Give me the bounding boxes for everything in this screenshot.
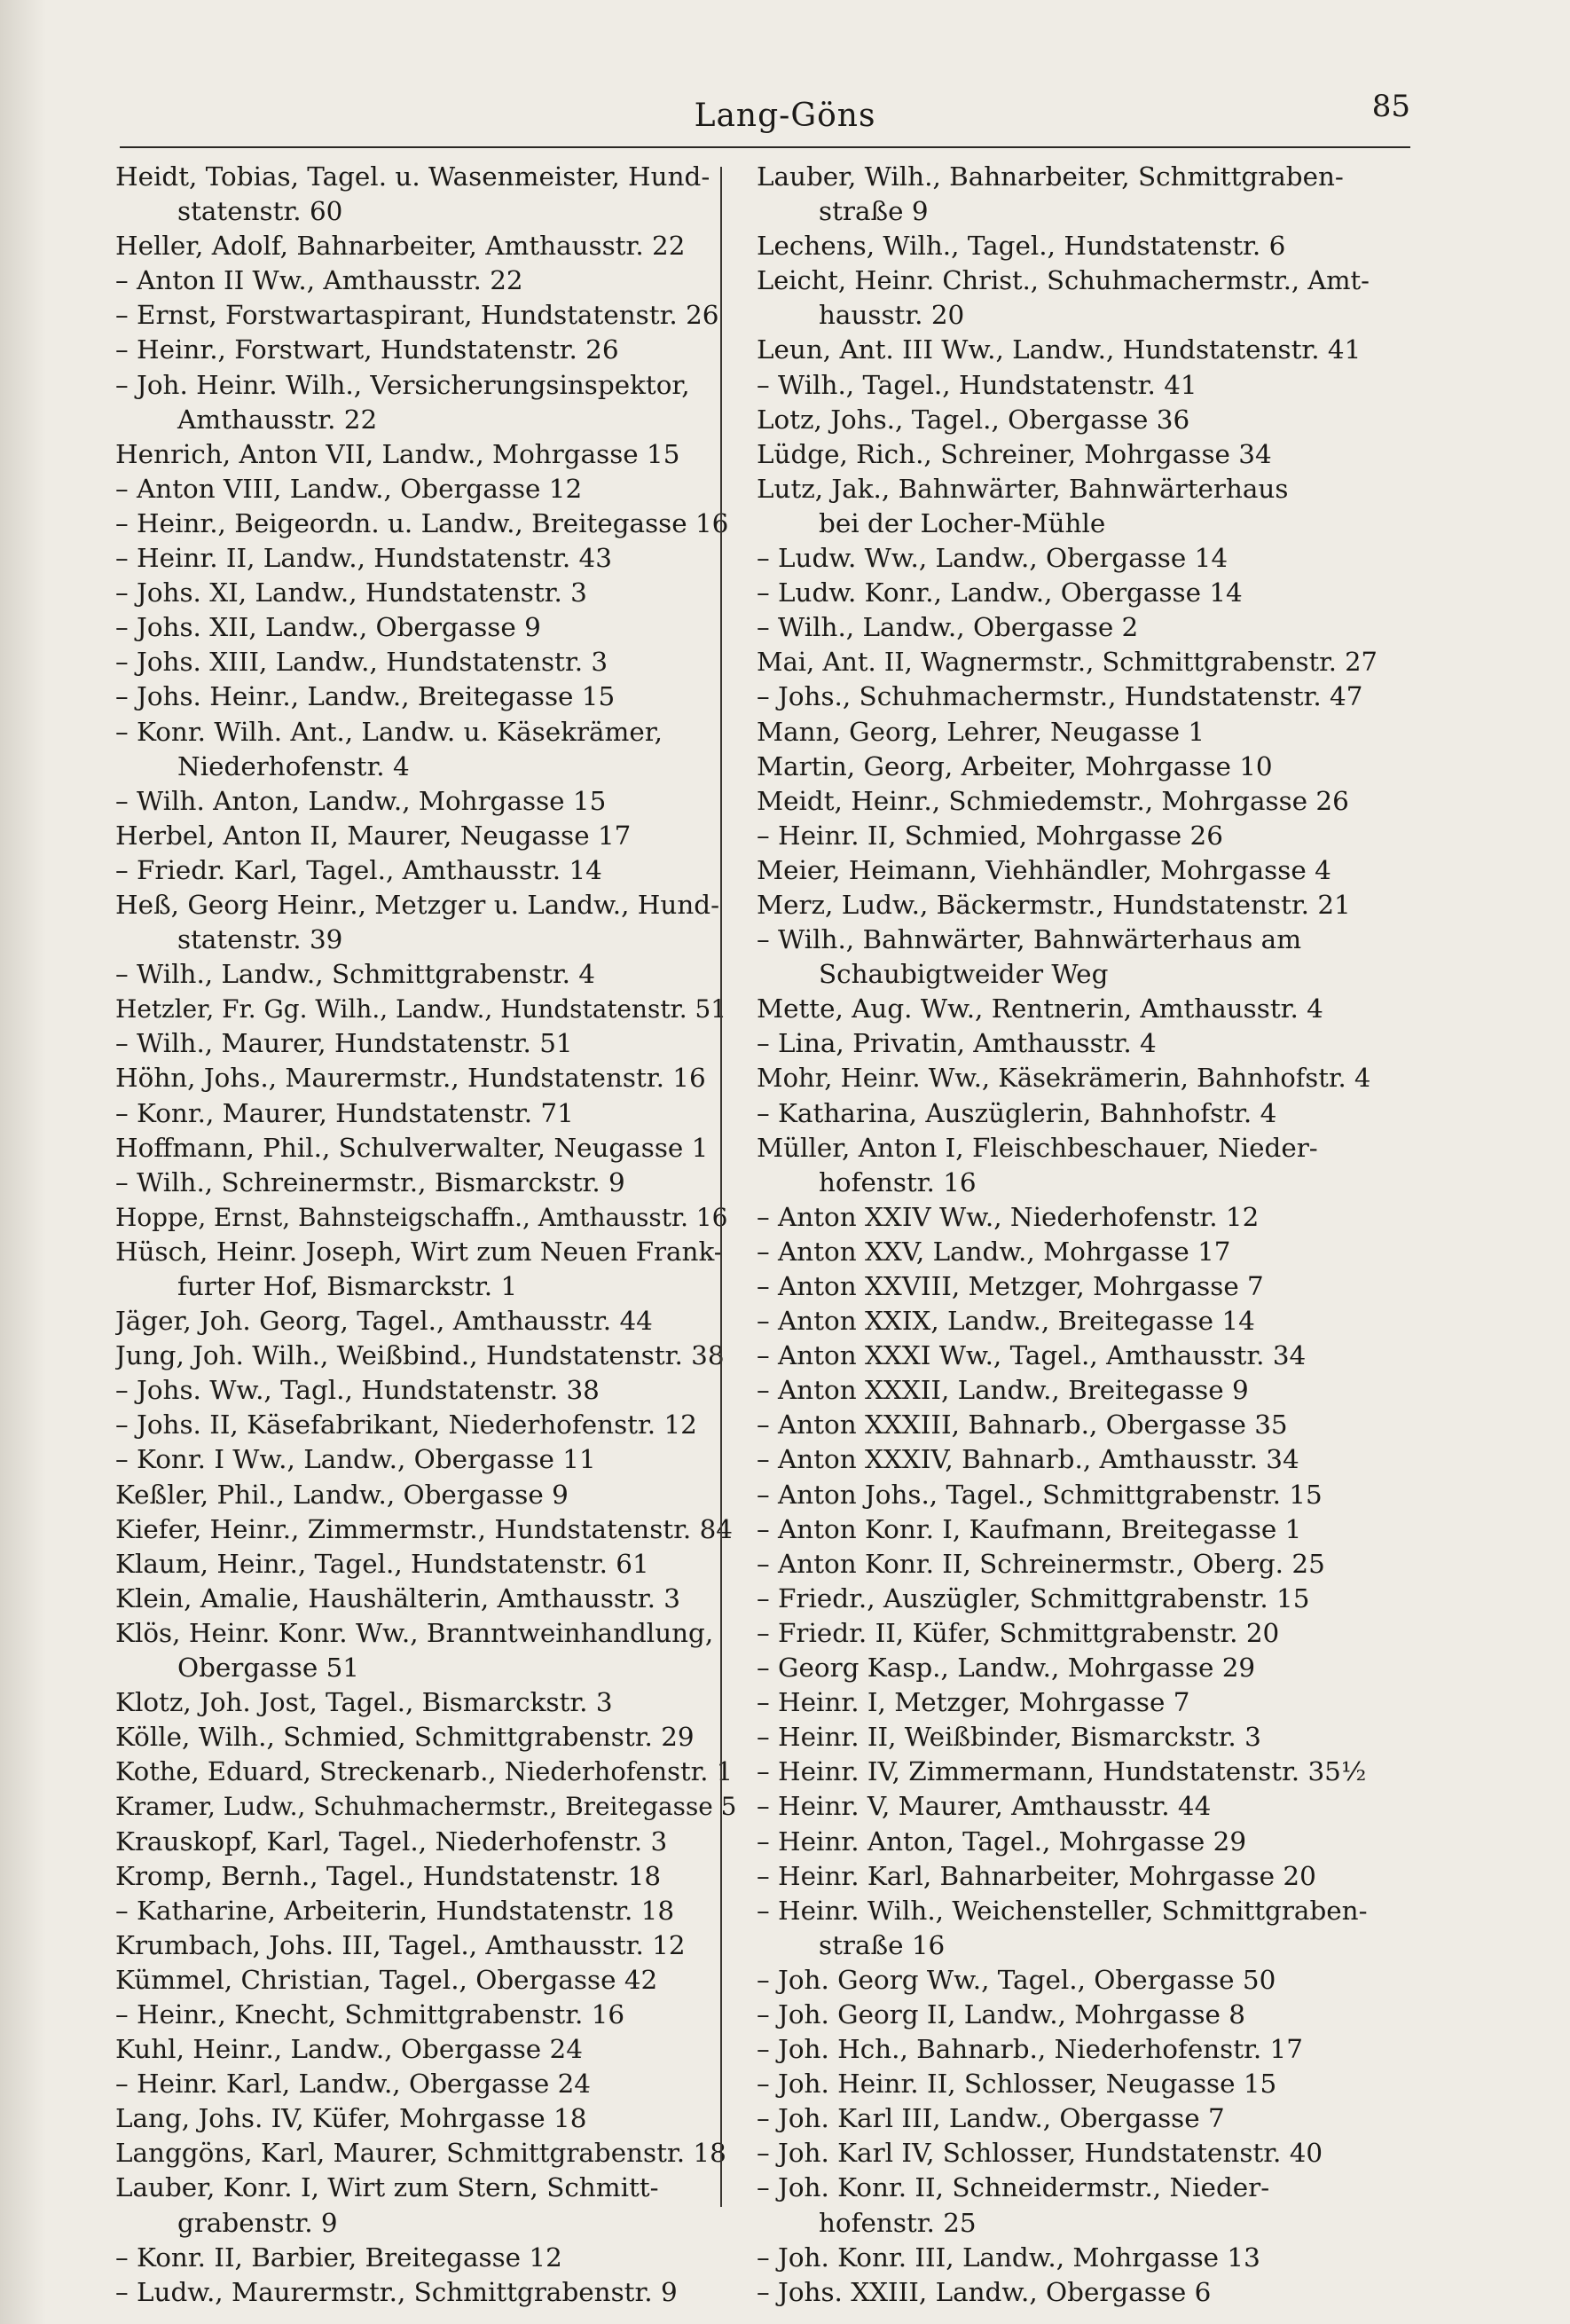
directory-entry: – Wilh., Tagel., Hundstatenstr. 41 bbox=[757, 369, 1197, 400]
directory-entry: – Anton XXVIII, Metzger, Mohrgasse 7 bbox=[757, 1271, 1264, 1301]
directory-entry: Heß, Georg Heinr., Metzger u. Landw., Hund- bbox=[115, 889, 720, 920]
directory-entry: Martin, Georg, Arbeiter, Mohrgasse 10 bbox=[757, 750, 1273, 781]
directory-entry-continuation: grabenstr. 9 bbox=[177, 2207, 338, 2238]
binding-shadow bbox=[0, 0, 46, 2324]
directory-entry: Klein, Amalie, Haushälterin, Amthausstr. 3 bbox=[115, 1582, 681, 1613]
header-rule bbox=[120, 146, 1410, 148]
directory-entry: – Johs., Schuhmachermstr., Hundstatenstr. 47 bbox=[757, 681, 1363, 712]
directory-entry: – Ludw. Ww., Landw., Obergasse 14 bbox=[757, 543, 1229, 574]
directory-entry: – Wilh. Anton, Landw., Mohrgasse 15 bbox=[115, 785, 607, 816]
directory-entry: Lauber, Konr. I, Wirt zum Stern, Schmitt- bbox=[115, 2172, 659, 2203]
directory-entry: – Johs. XXIII, Landw., Obergasse 6 bbox=[757, 2276, 1212, 2307]
directory-entry: Lutz, Jak., Bahnwärter, Bahnwärterhaus bbox=[757, 473, 1289, 504]
directory-entry: Krauskopf, Karl, Tagel., Niederhofenstr. 3 bbox=[115, 1825, 668, 1857]
directory-entry: Lang, Johs. IV, Küfer, Mohrgasse 18 bbox=[115, 2103, 587, 2134]
directory-entry: – Heinr. Anton, Tagel., Mohrgasse 29 bbox=[757, 1825, 1247, 1857]
directory-entry: – Wilh., Landw., Obergasse 2 bbox=[757, 612, 1139, 643]
directory-entry: – Johs. XII, Landw., Obergasse 9 bbox=[115, 612, 541, 643]
directory-entry: Krumbach, Johs. III, Tagel., Amthausstr. 12 bbox=[115, 1929, 686, 1960]
directory-entry: – Anton XXV, Landw., Mohrgasse 17 bbox=[757, 1236, 1231, 1267]
directory-entry: Mai, Ant. II, Wagnermstr., Schmittgrabenstr. 27 bbox=[757, 647, 1378, 678]
directory-entry: – Johs. Heinr., Landw., Breitegasse 15 bbox=[115, 681, 616, 712]
directory-entry-continuation: hofenstr. 25 bbox=[819, 2207, 977, 2238]
directory-entry: – Georg Kasp., Landw., Mohrgasse 29 bbox=[757, 1653, 1256, 1684]
directory-entry: Klotz, Joh. Jost, Tagel., Bismarckstr. 3 bbox=[115, 1687, 613, 1718]
directory-entry: – Joh. Konr. III, Landw., Mohrgasse 13 bbox=[757, 2242, 1260, 2273]
directory-entry: – Joh. Georg II, Landw., Mohrgasse 8 bbox=[757, 1998, 1245, 2030]
directory-entry-continuation: Niederhofenstr. 4 bbox=[177, 750, 410, 781]
directory-entry: – Anton Konr. II, Schreinermstr., Oberg. 25 bbox=[757, 1548, 1325, 1579]
directory-entry: – Joh. Hch., Bahnarb., Niederhofenstr. 17 bbox=[757, 2034, 1303, 2065]
directory-entry: – Heinr. Karl, Landw., Obergasse 24 bbox=[115, 2069, 591, 2100]
directory-entry: – Joh. Heinr. Wilh., Versicherungsinspektor, bbox=[115, 369, 690, 400]
directory-entry: – Joh. Konr. II, Schneidermstr., Nieder- bbox=[757, 2172, 1270, 2203]
directory-entry: – Ernst, Forstwartaspirant, Hundstatenstr. 26 bbox=[115, 300, 719, 331]
directory-entry: – Anton XXXIV, Bahnarb., Amthausstr. 34 bbox=[757, 1444, 1299, 1475]
directory-entry: Jäger, Joh. Georg, Tagel., Amthausstr. 44 bbox=[115, 1306, 653, 1337]
directory-entry: – Heinr. I, Metzger, Mohrgasse 7 bbox=[757, 1687, 1190, 1718]
directory-entry: Kuhl, Heinr., Landw., Obergasse 24 bbox=[115, 2034, 583, 2065]
directory-entry: Leicht, Heinr. Christ., Schuhmachermstr., Amt- bbox=[757, 265, 1370, 296]
directory-entry-continuation: Amthausstr. 22 bbox=[177, 404, 378, 435]
directory-entry: Herbel, Anton II, Maurer, Neugasse 17 bbox=[115, 820, 632, 851]
directory-entry: – Anton II Ww., Amthausstr. 22 bbox=[115, 265, 523, 296]
directory-entry: – Katharina, Auszüglerin, Bahnhofstr. 4 bbox=[757, 1097, 1277, 1128]
directory-entry: – Ludw. Konr., Landw., Obergasse 14 bbox=[757, 577, 1243, 608]
directory-entry: Kiefer, Heinr., Zimmermstr., Hundstatenstr. 84 bbox=[115, 1513, 733, 1544]
directory-entry: – Anton XXIX, Landw., Breitegasse 14 bbox=[757, 1306, 1255, 1337]
directory-entry: Kramer, Ludw., Schuhmachermstr., Breitegasse 5 bbox=[115, 1792, 736, 1822]
directory-entry-continuation: straße 16 bbox=[819, 1929, 946, 1960]
directory-entry-continuation: hausstr. 20 bbox=[819, 300, 965, 331]
directory-entry: – Joh. Heinr. II, Schlosser, Neugasse 15 bbox=[757, 2069, 1277, 2100]
directory-entry: Hüsch, Heinr. Joseph, Wirt zum Neuen Frank- bbox=[115, 1236, 723, 1267]
directory-entry: Kothe, Eduard, Streckenarb., Niederhofenstr. 1 bbox=[115, 1756, 733, 1787]
directory-entry: Kümmel, Christian, Tagel., Obergasse 42 bbox=[115, 1964, 658, 1995]
directory-entry-continuation: bei der Locher-Mühle bbox=[819, 507, 1106, 538]
left-column bbox=[115, 160, 736, 2310]
directory-entry: – Johs. XIII, Landw., Hundstatenstr. 3 bbox=[115, 647, 608, 678]
directory-entry: Merz, Ludw., Bäckermstr., Hundstatenstr. 21 bbox=[757, 889, 1351, 920]
right-column bbox=[757, 160, 1378, 2310]
directory-entry: – Katharine, Arbeiterin, Hundstatenstr. 18 bbox=[115, 1895, 675, 1926]
column-divider bbox=[720, 167, 722, 2207]
directory-entry: Mann, Georg, Lehrer, Neugasse 1 bbox=[757, 716, 1205, 747]
directory-entry: – Heinr. IV, Zimmermann, Hundstatenstr. 35½ bbox=[757, 1756, 1367, 1787]
directory-entry: – Joh. Georg Ww., Tagel., Obergasse 50 bbox=[757, 1964, 1276, 1995]
directory-entry: – Heinr. II, Weißbinder, Bismarckstr. 3 bbox=[757, 1722, 1261, 1753]
directory-entry-continuation: Schaubigtweider Weg bbox=[819, 959, 1109, 990]
directory-entry: Klaum, Heinr., Tagel., Hundstatenstr. 61 bbox=[115, 1548, 649, 1579]
directory-entry: – Konr. II, Barbier, Breitegasse 12 bbox=[115, 2242, 562, 2273]
directory-entry: Kromp, Bernh., Tagel., Hundstatenstr. 18 bbox=[115, 1860, 662, 1891]
directory-entry: Meidt, Heinr., Schmiedemstr., Mohrgasse 26 bbox=[757, 785, 1349, 816]
directory-entry: Lauber, Wilh., Bahnarbeiter, Schmittgraben- bbox=[757, 161, 1344, 192]
directory-entry-continuation: statenstr. 60 bbox=[177, 196, 343, 227]
directory-entry: – Joh. Karl IV, Schlosser, Hundstatenstr. 40 bbox=[757, 2138, 1323, 2169]
directory-entry: – Wilh., Bahnwärter, Bahnwärterhaus am bbox=[757, 924, 1302, 955]
directory-entry-continuation: Obergasse 51 bbox=[177, 1653, 359, 1684]
directory-entry: – Johs. Ww., Tagl., Hundstatenstr. 38 bbox=[115, 1375, 600, 1406]
directory-entry: Höhn, Johs., Maurermstr., Hundstatenstr. 16 bbox=[115, 1063, 706, 1094]
directory-entry: – Anton VIII, Landw., Obergasse 12 bbox=[115, 473, 583, 504]
page-title: Lang-Göns bbox=[694, 98, 876, 134]
directory-entry: Heller, Adolf, Bahnarbeiter, Amthausstr. 22 bbox=[115, 231, 686, 262]
directory-entry: – Heinr. II, Landw., Hundstatenstr. 43 bbox=[115, 543, 612, 574]
directory-entry-continuation: furter Hof, Bismarckstr. 1 bbox=[177, 1271, 518, 1301]
directory-entry: Klös, Heinr. Konr. Ww., Branntweinhandlung, bbox=[115, 1617, 714, 1648]
directory-entry: Mohr, Heinr. Ww., Käsekrämerin, Bahnhofstr. 4 bbox=[757, 1063, 1371, 1094]
directory-entry: – Anton XXXI Ww., Tagel., Amthausstr. 34 bbox=[757, 1340, 1307, 1371]
directory-entry: – Anton XXXIII, Bahnarb., Obergasse 35 bbox=[757, 1409, 1288, 1441]
directory-entry: – Heinr., Knecht, Schmittgrabenstr. 16 bbox=[115, 1998, 625, 2030]
directory-entry-continuation: hofenstr. 16 bbox=[819, 1166, 977, 1197]
directory-entry: – Anton XXXII, Landw., Breitegasse 9 bbox=[757, 1375, 1249, 1406]
directory-entry: – Konr. Wilh. Ant., Landw. u. Käsekrämer, bbox=[115, 716, 663, 747]
directory-entry: – Heinr., Beigeordn. u. Landw., Breitegasse 16 bbox=[115, 507, 729, 538]
directory-entry: Heidt, Tobias, Tagel. u. Wasenmeister, Hund- bbox=[115, 161, 710, 192]
directory-entry: Leun, Ant. III Ww., Landw., Hundstatenstr. 41 bbox=[757, 334, 1362, 365]
directory-entry: Lüdge, Rich., Schreiner, Mohrgasse 34 bbox=[757, 438, 1272, 469]
directory-entry: – Wilh., Maurer, Hundstatenstr. 51 bbox=[115, 1028, 573, 1059]
directory-entry: – Heinr. Karl, Bahnarbeiter, Mohrgasse 20 bbox=[757, 1860, 1316, 1891]
directory-entry: – Anton Konr. I, Kaufmann, Breitegasse 1 bbox=[757, 1513, 1302, 1544]
directory-entry: Jung, Joh. Wilh., Weißbind., Hundstatenstr. 38 bbox=[115, 1340, 725, 1371]
directory-entry: – Johs. XI, Landw., Hundstatenstr. 3 bbox=[115, 577, 587, 608]
directory-entry: Kölle, Wilh., Schmied, Schmittgrabenstr. 29 bbox=[115, 1722, 695, 1753]
directory-entry: – Heinr. V, Maurer, Amthausstr. 44 bbox=[757, 1791, 1212, 1822]
directory-entry: – Friedr. II, Küfer, Schmittgrabenstr. 20 bbox=[757, 1617, 1280, 1648]
directory-entry: – Heinr. Wilh., Weichensteller, Schmittgraben- bbox=[757, 1895, 1368, 1926]
directory-entry: – Johs. II, Käsefabrikant, Niederhofenstr. 12 bbox=[115, 1409, 697, 1441]
directory-entry: Lechens, Wilh., Tagel., Hundstatenstr. 6 bbox=[757, 231, 1286, 262]
directory-entry: – Konr. I Ww., Landw., Obergasse 11 bbox=[115, 1444, 596, 1475]
directory-entry: Langgöns, Karl, Maurer, Schmittgrabenstr. 18 bbox=[115, 2138, 726, 2169]
directory-entry: Lotz, Johs., Tagel., Obergasse 36 bbox=[757, 404, 1190, 435]
page-number: 85 bbox=[1371, 89, 1410, 124]
directory-entry: – Heinr., Forstwart, Hundstatenstr. 26 bbox=[115, 334, 619, 365]
directory-entry: – Friedr. Karl, Tagel., Amthausstr. 14 bbox=[115, 854, 602, 885]
directory-entry: – Friedr., Auszügler, Schmittgrabenstr. 15 bbox=[757, 1582, 1310, 1613]
directory-entry: – Heinr. II, Schmied, Mohrgasse 26 bbox=[757, 820, 1223, 851]
directory-entry-continuation: straße 9 bbox=[819, 196, 929, 227]
directory-entry: – Wilh., Schreinermstr., Bismarckstr. 9 bbox=[115, 1166, 625, 1197]
directory-entry: Hoppe, Ernst, Bahnsteigschaffn., Amthausstr. 16 bbox=[115, 1202, 728, 1232]
directory-entry: Mette, Aug. Ww., Rentnerin, Amthausstr. 4 bbox=[757, 993, 1323, 1025]
directory-entry: Henrich, Anton VII, Landw., Mohrgasse 15 bbox=[115, 438, 680, 469]
directory-entry: – Konr., Maurer, Hundstatenstr. 71 bbox=[115, 1097, 574, 1128]
directory-entry: – Joh. Karl III, Landw., Obergasse 7 bbox=[757, 2103, 1225, 2134]
directory-entry: Hoffmann, Phil., Schulverwalter, Neugasse 1 bbox=[115, 1132, 709, 1163]
directory-entry: Keßler, Phil., Landw., Obergasse 9 bbox=[115, 1479, 569, 1510]
directory-entry: Müller, Anton I, Fleischbeschauer, Nieder- bbox=[757, 1132, 1318, 1163]
directory-entry: – Wilh., Landw., Schmittgrabenstr. 4 bbox=[115, 959, 595, 990]
directory-entry: Meier, Heimann, Viehhändler, Mohrgasse 4 bbox=[757, 854, 1331, 885]
directory-entry: – Anton XXIV Ww., Niederhofenstr. 12 bbox=[757, 1201, 1260, 1232]
directory-entry-continuation: statenstr. 39 bbox=[177, 924, 343, 955]
directory-entry: Hetzler, Fr. Gg. Wilh., Landw., Hundstatenstr. 51 bbox=[115, 994, 727, 1025]
directory-entry: – Lina, Privatin, Amthausstr. 4 bbox=[757, 1028, 1157, 1059]
directory-entry: – Ludw., Maurermstr., Schmittgrabenstr. 9 bbox=[115, 2276, 678, 2307]
directory-entry: – Anton Johs., Tagel., Schmittgrabenstr. 15 bbox=[757, 1479, 1323, 1510]
